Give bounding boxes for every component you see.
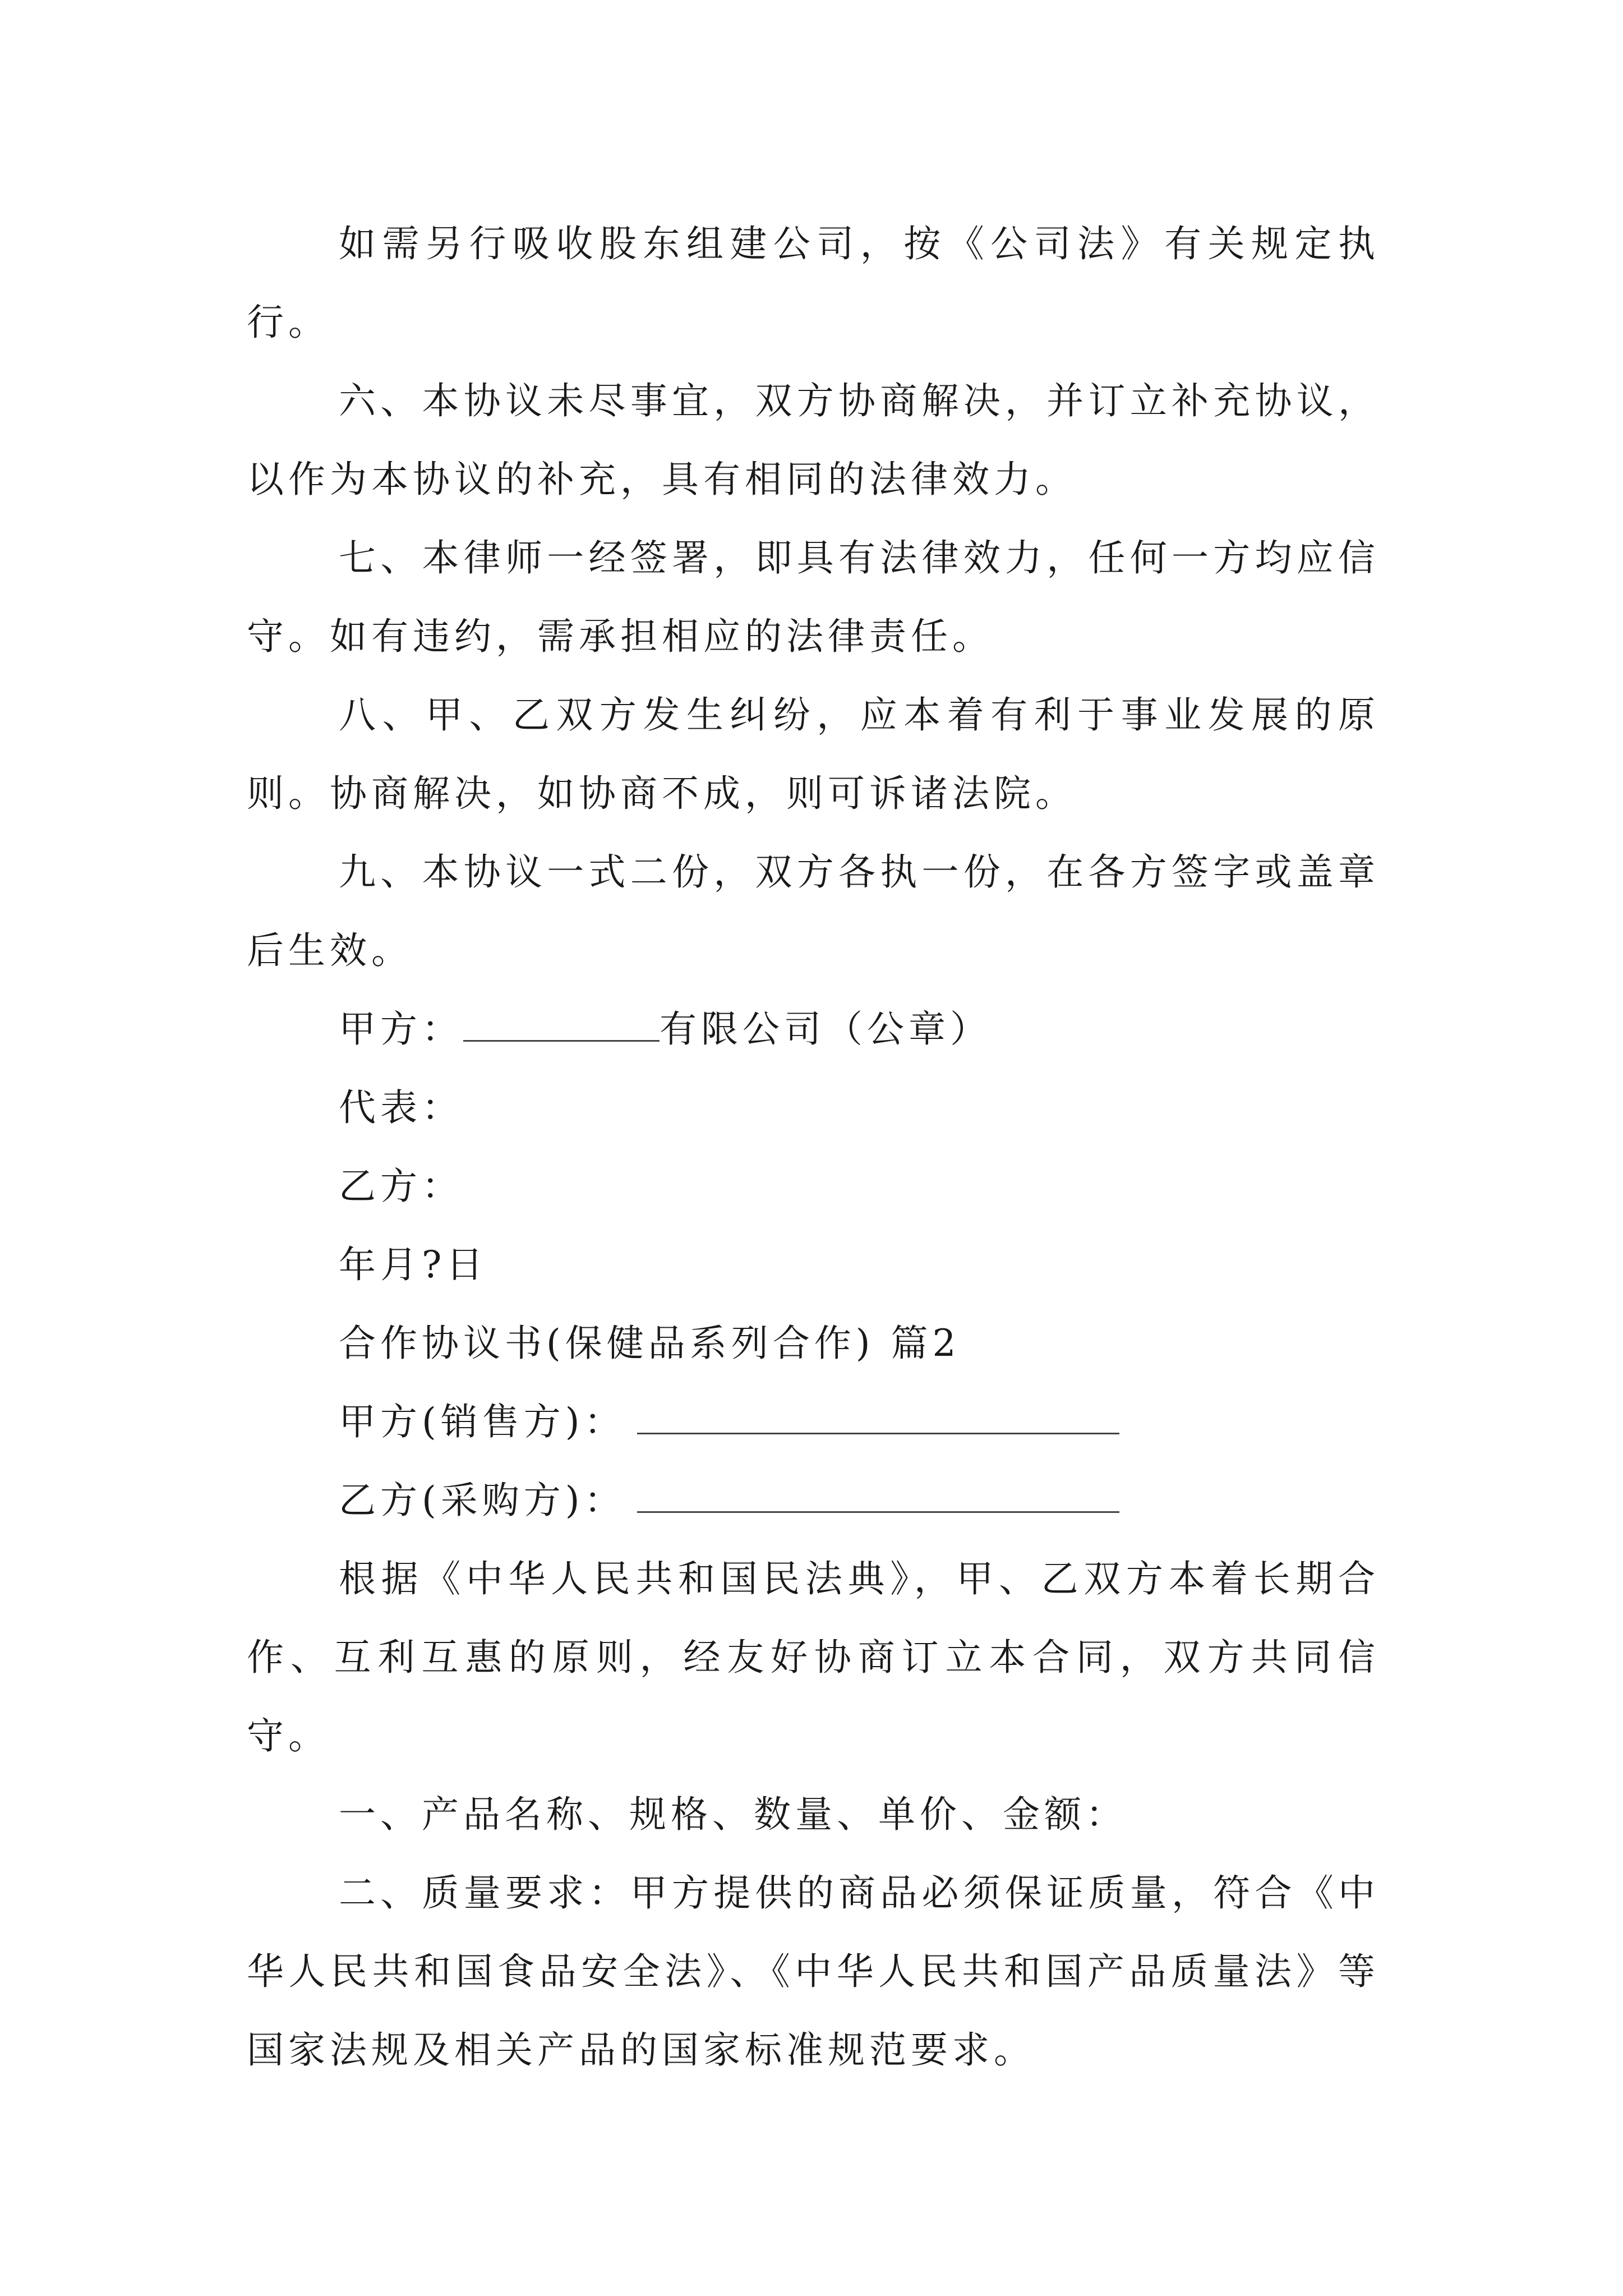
seller-line xyxy=(247,1383,1380,1461)
paragraph-product-details: 一、产品名称、规格、数量、单价、金额： xyxy=(339,1793,1127,1836)
paragraph-company-formation: 如需另行吸收股东组建公司，按《公司法》有关规定执行。 xyxy=(247,222,1380,344)
paragraph-clause-8: 八、甲、乙双方发生纠纷，应本着有利于事业发展的原则。协商解决，如协商不成，则可诉诸法院。 xyxy=(247,693,1380,815)
representative-line: 代表： xyxy=(339,1086,463,1129)
seller-name-blank xyxy=(637,1400,1119,1434)
party-b-signature-line: 乙方： xyxy=(339,1165,463,1208)
paragraph-clause-7: 七、本律师一经签署，即具有法律效力，任何一方均应信守。如有违约，需承担相应的法律责任。 xyxy=(247,536,1380,658)
buyer-name-blank xyxy=(637,1479,1119,1513)
party-a-name-blank xyxy=(463,1007,660,1042)
buyer-label: 乙方(采购方)： xyxy=(339,1479,626,1522)
party-a-suffix: 有限公司（公章） xyxy=(660,1007,992,1051)
seller-label: 甲方(销售方)： xyxy=(339,1400,626,1443)
buyer-line xyxy=(247,1461,1380,1540)
signature-date-line: 年月?日 xyxy=(339,1243,488,1286)
paragraph-quality-requirements: 二、质量要求：甲方提供的商品必须保证质量，符合《中华人民共和国食品安全法》、《中华人民共和国产品质量法》等国家法规及相关产品的国家标准规范要求。 xyxy=(247,1871,1380,2072)
section-2-heading: 合作协议书(保健品系列合作) 篇2 xyxy=(339,1322,961,1365)
paragraph-legal-basis: 根据《中华人民共和国民法典》，甲、乙双方本着长期合作、互利互惠的原则，经友好协商订立本合同，双方共同信守。 xyxy=(247,1557,1380,1757)
party-a-signature-line xyxy=(247,990,1380,1069)
party-a-label: 甲方： xyxy=(339,1007,463,1051)
paragraph-clause-9: 九、本协议一式二份，双方各执一份，在各方签字或盖章后生效。 xyxy=(247,850,1380,972)
document-body-upper xyxy=(247,205,1380,2090)
paragraph-clause-6: 六、本协议未尽事宜，双方协商解决，并订立补充协议，以作为本协议的补充，具有相同的法律效力。 xyxy=(247,379,1380,501)
